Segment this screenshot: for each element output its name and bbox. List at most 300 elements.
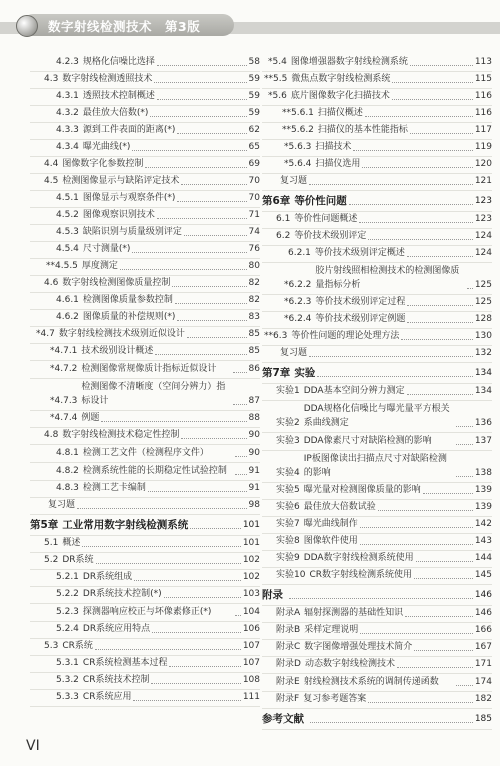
toc-entry bbox=[30, 445, 260, 463]
toc-entry-title: 复习题 bbox=[280, 176, 308, 186]
dot-leader bbox=[407, 256, 473, 257]
toc-page-number: 91 bbox=[248, 466, 260, 476]
toc-entry bbox=[30, 344, 260, 361]
toc-entry-title: CR数字射线检测系统使用 bbox=[309, 570, 412, 580]
toc-page-number: 98 bbox=[248, 500, 260, 510]
toc-page-number: 90 bbox=[248, 430, 260, 440]
dot-leader bbox=[172, 286, 246, 287]
toc-entry bbox=[30, 276, 260, 293]
toc-chapter-entry bbox=[262, 363, 492, 384]
toc-entry-number: 第5章 bbox=[30, 519, 59, 531]
toc-entry bbox=[30, 225, 260, 242]
toc-entry bbox=[262, 157, 492, 174]
dot-leader bbox=[410, 133, 473, 134]
dot-leader bbox=[414, 650, 473, 651]
dot-leader bbox=[177, 201, 246, 202]
toc-entry-title: 检测图像常规像质计指标近似设计 bbox=[81, 364, 217, 374]
dot-leader bbox=[317, 376, 473, 377]
toc-page-number: 65 bbox=[248, 142, 260, 152]
toc-entry-title: 等价技术级别评定概述 bbox=[314, 248, 405, 258]
toc-page-number: 144 bbox=[474, 553, 492, 563]
toc-entry-title: 图像显示与观察条件(*) bbox=[82, 193, 176, 203]
toc-entry-number: 实验3 bbox=[276, 436, 300, 446]
toc-entry-number: 5.2.4 bbox=[56, 624, 79, 634]
dot-leader bbox=[349, 204, 473, 205]
toc-entry-number: 4.8 bbox=[44, 430, 59, 440]
toc-entry-title: 数字图像增强处理技术简介 bbox=[304, 642, 413, 652]
dot-leader bbox=[151, 683, 240, 684]
toc-entry-title: 图像增强器数字射线检测系统 bbox=[290, 57, 408, 67]
toc-page-number: 85 bbox=[248, 329, 260, 339]
toc-entry-title: 底片图像数字化扫描技术 bbox=[290, 91, 390, 101]
toc-entry-number: 5.2.3 bbox=[56, 607, 79, 617]
toc-entry-title: CR系统检测基本过程 bbox=[82, 658, 168, 668]
toc-entry-title: DR系统 bbox=[62, 555, 94, 565]
dot-leader bbox=[410, 65, 473, 66]
toc-entry-title: 等价性问题的理论处理方法 bbox=[291, 331, 400, 341]
toc-entry-number: 第7章 bbox=[262, 367, 291, 379]
bullet-circle-icon bbox=[16, 15, 38, 37]
toc-page-number: 58 bbox=[248, 57, 260, 67]
toc-page-number: 171 bbox=[474, 659, 492, 669]
toc-entry-title: 例题 bbox=[81, 413, 100, 423]
toc-entry-title: DR系统技术控制(*) bbox=[82, 589, 162, 599]
toc-entry bbox=[30, 428, 260, 445]
toc-entry bbox=[30, 622, 260, 639]
dot-leader bbox=[289, 598, 473, 599]
toc-entry-number: 附录C bbox=[276, 642, 301, 652]
toc-page-number: 102 bbox=[242, 572, 260, 582]
dot-leader bbox=[456, 685, 473, 686]
toc-entry bbox=[262, 312, 492, 329]
dot-leader bbox=[164, 597, 241, 598]
toc-entry bbox=[262, 346, 492, 363]
toc-page-number: 59 bbox=[248, 74, 260, 84]
toc-entry-title: 微焦点数字射线检测系统 bbox=[291, 74, 391, 84]
toc-entry-title: 工业常用数字射线检测系统 bbox=[62, 519, 189, 531]
toc-entry-title: 最佳放大倍数试验 bbox=[303, 502, 376, 512]
dot-leader bbox=[77, 508, 247, 509]
toc-entry-title: 检测图像不清晰度（空间分辨力）指标设计 bbox=[81, 382, 226, 406]
toc-right-column bbox=[262, 55, 492, 730]
dot-leader bbox=[155, 354, 246, 355]
toc-entry-title: 复习参考题答案 bbox=[303, 694, 367, 704]
toc-entry-title: 缺陷识别与质量级别评定 bbox=[82, 227, 182, 237]
toc-entry bbox=[262, 451, 492, 483]
toc-page-number: 70 bbox=[248, 176, 260, 186]
toc-page-number: 101 bbox=[242, 538, 260, 548]
toc-entry-title: 图像质量的补偿规则(*) bbox=[82, 312, 176, 322]
toc-entry-title: 技术级别设计概述 bbox=[81, 346, 154, 356]
dot-leader bbox=[407, 322, 472, 323]
page-number: VI bbox=[26, 738, 40, 754]
toc-entry-number: 5.2.1 bbox=[56, 572, 79, 582]
toc-entry-title: 等价性问题概述 bbox=[294, 214, 358, 224]
toc-page-number: 120 bbox=[474, 159, 492, 169]
toc-page-number: 80 bbox=[248, 261, 260, 271]
book-title: 数字射线检测技术 第3版 bbox=[48, 19, 201, 34]
toc-entry-number: *4.7.4 bbox=[50, 413, 78, 423]
toc-entry bbox=[30, 242, 260, 259]
toc-entry-number: 实验10 bbox=[276, 570, 306, 580]
toc-entry-number: 附录 bbox=[262, 589, 283, 601]
toc-entry bbox=[262, 55, 492, 72]
toc-entry-title: 曝光量对检测图像质量的影响 bbox=[303, 485, 421, 495]
dot-leader bbox=[405, 616, 473, 617]
toc-page-number: 134 bbox=[474, 386, 492, 396]
dot-leader bbox=[177, 320, 246, 321]
toc-page-number: 137 bbox=[474, 436, 492, 446]
toc-entry-title: 扫描仪概述 bbox=[317, 108, 363, 118]
toc-entry bbox=[30, 140, 260, 157]
toc-entry bbox=[262, 263, 492, 295]
dot-leader bbox=[456, 426, 473, 427]
toc-entry bbox=[30, 174, 260, 191]
toc-entry bbox=[262, 384, 492, 401]
dot-leader bbox=[456, 444, 473, 445]
toc-entry-number: 5.2 bbox=[44, 555, 59, 565]
toc-entry-number: 5.3 bbox=[44, 641, 59, 651]
toc-entry-number: 实验8 bbox=[276, 536, 300, 546]
dot-leader bbox=[365, 116, 473, 117]
toc-page-number: 138 bbox=[474, 468, 492, 478]
dot-leader bbox=[233, 404, 246, 405]
toc-entry-title: CR系统 bbox=[62, 641, 93, 651]
toc-entry-number: *4.7 bbox=[36, 329, 55, 339]
toc-entry-number: *5.6.4 bbox=[284, 159, 312, 169]
toc-page-number: 166 bbox=[474, 625, 492, 635]
toc-entry bbox=[30, 553, 260, 570]
dot-leader bbox=[414, 578, 473, 579]
toc-entry bbox=[262, 500, 492, 517]
toc-page-number: 107 bbox=[242, 658, 260, 668]
toc-entry bbox=[30, 55, 260, 72]
toc-entry-title: 概述 bbox=[62, 538, 81, 548]
toc-page-number: 87 bbox=[248, 396, 260, 406]
toc-entry bbox=[30, 106, 260, 123]
dot-leader bbox=[368, 702, 473, 703]
toc-page-number: 85 bbox=[248, 346, 260, 356]
toc-entry bbox=[30, 656, 260, 673]
toc-page-number: 103 bbox=[242, 589, 260, 599]
toc-page-number: 59 bbox=[248, 91, 260, 101]
toc-entry-number: 4.2.3 bbox=[56, 57, 79, 67]
toc-entry-number: 附录A bbox=[276, 608, 301, 618]
toc-entry-number: 实验7 bbox=[276, 519, 300, 529]
toc-entry-title: 图像观察识别技术 bbox=[82, 210, 155, 220]
dot-leader bbox=[152, 632, 241, 633]
toc-entry bbox=[30, 123, 260, 140]
toc-entry bbox=[30, 259, 260, 276]
dot-leader bbox=[309, 184, 473, 185]
toc-entry-title: 检测图像质量参数控制 bbox=[82, 295, 173, 305]
toc-entry-title: 透照技术控制概述 bbox=[82, 91, 155, 101]
toc-entry bbox=[30, 379, 260, 411]
toc-entry bbox=[30, 587, 260, 604]
toc-entry bbox=[262, 246, 492, 263]
dot-leader bbox=[169, 666, 240, 667]
toc-entry-number: *5.6.3 bbox=[284, 142, 312, 152]
toc-entry-title: 扫描仪选用 bbox=[315, 159, 361, 169]
dot-leader bbox=[181, 438, 246, 439]
toc-entry-number: 6.1 bbox=[276, 214, 291, 224]
toc-page-number: 125 bbox=[474, 297, 492, 307]
toc-entry bbox=[30, 208, 260, 225]
toc-entry bbox=[30, 310, 260, 327]
toc-entry-title: 检测工艺卡编制 bbox=[82, 483, 146, 493]
toc-entry bbox=[30, 604, 260, 622]
toc-entry-title: 检测工艺文件（检测程序文件） bbox=[82, 448, 209, 458]
toc-entry-number: 第6章 bbox=[262, 195, 291, 207]
toc-entry-title: 动态数字射线检测技术 bbox=[304, 659, 395, 669]
toc-entry bbox=[30, 639, 260, 656]
toc-page-number: 143 bbox=[474, 536, 492, 546]
dot-leader bbox=[392, 99, 473, 100]
dot-leader bbox=[145, 167, 246, 168]
toc-entry-number: 4.5.4 bbox=[56, 244, 79, 254]
toc-page-number: 102 bbox=[242, 555, 260, 565]
toc-entry-title: 等价性问题 bbox=[294, 195, 347, 207]
dot-leader bbox=[235, 615, 241, 616]
toc-entry-title: DR系统应用特点 bbox=[82, 624, 151, 634]
toc-entry-title: 复习题 bbox=[48, 500, 76, 510]
toc-entry-title: 尺寸测量(*) bbox=[82, 244, 131, 254]
dot-leader bbox=[96, 563, 241, 564]
toc-entry-title: DDA基本空间分辨力测定 bbox=[303, 386, 405, 396]
toc-page-number: 88 bbox=[248, 413, 260, 423]
toc-entry-title: 检测图像显示与缺陷评定技术 bbox=[62, 176, 180, 186]
toc-entry-number: 4.4 bbox=[44, 159, 59, 169]
toc-entry-number: 4.3.4 bbox=[56, 142, 79, 152]
toc-page-number: 70 bbox=[248, 193, 260, 203]
toc-entry-number: **4.5.5 bbox=[46, 261, 78, 271]
dot-leader bbox=[467, 288, 473, 289]
toc-left-column bbox=[30, 55, 260, 707]
toc-page-number: 62 bbox=[248, 125, 260, 135]
toc-entry bbox=[30, 72, 260, 89]
toc-entry bbox=[262, 534, 492, 551]
toc-entry-title: 辐射探测器的基础性知识 bbox=[304, 608, 404, 618]
toc-page-number: 108 bbox=[242, 675, 260, 685]
toc-entry-title: 实验 bbox=[294, 367, 316, 379]
toc-entry bbox=[262, 433, 492, 451]
toc-page-number: 69 bbox=[248, 159, 260, 169]
toc-entry-number: 附录D bbox=[276, 659, 301, 669]
toc-entry-title: 数字射线检测透照技术 bbox=[62, 74, 153, 84]
toc-entry-number: 4.3.1 bbox=[56, 91, 79, 101]
toc-entry bbox=[262, 623, 492, 640]
toc-entry bbox=[262, 72, 492, 89]
dot-leader bbox=[101, 421, 246, 422]
toc-entry-title: 复习题 bbox=[280, 348, 308, 358]
dot-leader bbox=[359, 222, 472, 223]
toc-entry-title: IP板图像读出扫描点尺寸对缺陷检测的影响 bbox=[303, 454, 447, 478]
dot-leader bbox=[233, 372, 246, 373]
dot-leader bbox=[309, 356, 473, 357]
toc-page-number: 82 bbox=[248, 278, 260, 288]
toc-entry-title: 射线检测技术系统的调制传递函数 bbox=[303, 677, 439, 687]
dot-leader bbox=[235, 474, 247, 475]
toc-chapter-entry bbox=[262, 191, 492, 212]
dot-leader bbox=[157, 99, 247, 100]
toc-entry bbox=[262, 568, 492, 585]
dot-leader bbox=[177, 133, 246, 134]
toc-entry bbox=[30, 293, 260, 310]
toc-entry-number: 实验9 bbox=[276, 553, 300, 563]
toc-page-number: 142 bbox=[474, 519, 492, 529]
toc-entry bbox=[262, 657, 492, 674]
dot-leader bbox=[392, 82, 472, 83]
toc-entry-title: 数字射线检测图像质量控制 bbox=[62, 278, 171, 288]
toc-entry-title: CR系统技术控制 bbox=[82, 675, 150, 685]
toc-page-number: 145 bbox=[474, 570, 492, 580]
toc-entry-title: 最佳放大倍数(*) bbox=[82, 108, 149, 118]
toc-page-number: 136 bbox=[474, 418, 492, 428]
toc-entry-number: 4.8.1 bbox=[56, 448, 79, 458]
toc-page-number: 115 bbox=[474, 74, 492, 84]
toc-page-number: 182 bbox=[474, 694, 492, 704]
toc-entry bbox=[262, 401, 492, 433]
toc-entry-number: 实验6 bbox=[276, 502, 300, 512]
dot-leader bbox=[181, 184, 246, 185]
toc-entry-number: 5.3.3 bbox=[56, 692, 79, 702]
toc-entry-title: 规格化信噪比选择 bbox=[82, 57, 155, 67]
dot-leader bbox=[353, 150, 472, 151]
toc-page-number: 167 bbox=[474, 642, 492, 652]
toc-entry-title: DR系统组成 bbox=[82, 572, 133, 582]
toc-entry-number: 6.2 bbox=[276, 231, 291, 241]
toc-entry bbox=[30, 481, 260, 498]
toc-entry bbox=[262, 606, 492, 623]
toc-entry bbox=[262, 174, 492, 191]
dot-leader bbox=[134, 580, 241, 581]
dot-leader bbox=[378, 510, 473, 511]
toc-entry-number: 附录B bbox=[276, 625, 301, 635]
toc-entry-number: 实验1 bbox=[276, 386, 300, 396]
toc-entry bbox=[262, 229, 492, 246]
toc-entry bbox=[262, 295, 492, 312]
toc-page-number: 130 bbox=[474, 331, 492, 341]
toc-entry-title: 等价技术级别评定过程 bbox=[315, 297, 406, 307]
toc-entry bbox=[30, 89, 260, 106]
toc-entry-number: 4.3 bbox=[44, 74, 59, 84]
toc-page-number: 139 bbox=[474, 485, 492, 495]
dot-leader bbox=[154, 82, 246, 83]
toc-entry-number: 5.3.2 bbox=[56, 675, 79, 685]
toc-entry bbox=[30, 673, 260, 690]
toc-entry-number: 6.2.1 bbox=[288, 248, 311, 258]
toc-entry-number: 5.1 bbox=[44, 538, 59, 548]
toc-entry-title: DDA像素尺寸对缺陷检测的影响 bbox=[303, 436, 432, 446]
toc-entry bbox=[30, 570, 260, 587]
dot-leader bbox=[360, 527, 473, 528]
dot-leader bbox=[456, 476, 473, 477]
toc-page-number: 86 bbox=[248, 364, 260, 374]
dot-leader bbox=[423, 493, 473, 494]
toc-entry bbox=[30, 463, 260, 481]
toc-page-number: 76 bbox=[248, 244, 260, 254]
toc-entry-number: 4.8.2 bbox=[56, 466, 79, 476]
toc-page-number: 82 bbox=[248, 295, 260, 305]
toc-entry bbox=[262, 123, 492, 140]
toc-entry-title: 扫描仪的基本性能指标 bbox=[317, 125, 408, 135]
toc-entry-number: *6.2.3 bbox=[284, 297, 312, 307]
toc-entry-number: **6.3 bbox=[264, 331, 288, 341]
toc-page-number: 107 bbox=[242, 641, 260, 651]
toc-entry-number: 附录F bbox=[276, 694, 300, 704]
toc-entry-number: *6.2.2 bbox=[284, 280, 312, 290]
dot-leader bbox=[416, 561, 473, 562]
toc-page-number: 111 bbox=[242, 692, 260, 702]
toc-entry-title: 厚度测定 bbox=[81, 261, 118, 271]
dot-leader bbox=[133, 700, 240, 701]
toc-entry bbox=[262, 140, 492, 157]
toc-page-number: 139 bbox=[474, 502, 492, 512]
toc-page-number: 113 bbox=[474, 57, 492, 67]
toc-page-number: 125 bbox=[474, 280, 492, 290]
toc-entry bbox=[30, 191, 260, 208]
toc-entry-number: 实验4 bbox=[276, 468, 300, 478]
toc-entry bbox=[30, 536, 260, 553]
dot-leader bbox=[150, 116, 246, 117]
dot-leader bbox=[132, 150, 246, 151]
toc-entry-number: 5.2.2 bbox=[56, 589, 79, 599]
toc-page-number: 123 bbox=[474, 214, 492, 224]
toc-entry-title: DDA数字射线检测系统使用 bbox=[303, 553, 414, 563]
toc-entry-title: 图像数字化参数控制 bbox=[62, 159, 144, 169]
toc-entry bbox=[262, 483, 492, 500]
toc-entry-title: 数字射线检测技术稳定性控制 bbox=[62, 430, 180, 440]
toc-entry-title: 源到工件表面的距离(*) bbox=[82, 125, 176, 135]
dot-leader bbox=[157, 218, 247, 219]
dot-leader bbox=[184, 235, 247, 236]
dot-leader bbox=[397, 667, 473, 668]
toc-entry-number: *4.7.2 bbox=[50, 364, 78, 374]
toc-page-number: 119 bbox=[474, 142, 492, 152]
toc-chapter-entry bbox=[262, 709, 492, 730]
toc-entry-title: 检测系统性能的长期稳定性试验控制 bbox=[82, 466, 227, 476]
toc-entry-title: 图像软件使用 bbox=[303, 536, 358, 546]
toc-entry bbox=[30, 690, 260, 707]
dot-leader bbox=[190, 528, 241, 529]
toc-page-number: 123 bbox=[474, 196, 492, 206]
dot-leader bbox=[407, 394, 473, 395]
toc-entry-number: **5.6.2 bbox=[282, 125, 314, 135]
toc-entry-number: 5.3.1 bbox=[56, 658, 79, 668]
toc-entry bbox=[262, 106, 492, 123]
toc-entry bbox=[30, 157, 260, 174]
toc-entry-title: DDA规格化信噪比与曝光量平方根关系曲线测定 bbox=[303, 404, 450, 428]
toc-entry-title: 扫描技术 bbox=[315, 142, 352, 152]
dot-leader bbox=[132, 252, 246, 253]
toc-entry-title: 数字射线检测技术级别近似设计 bbox=[58, 329, 185, 339]
toc-page-number: 146 bbox=[474, 608, 492, 618]
toc-entry-number: 参考文献 bbox=[262, 713, 304, 725]
toc-page-number: 124 bbox=[474, 231, 492, 241]
toc-entry-number: *4.7.3 bbox=[50, 396, 78, 406]
toc-entry-number: 4.3.3 bbox=[56, 125, 79, 135]
dot-leader bbox=[360, 633, 473, 634]
toc-entry-title: 曝光曲线(*) bbox=[82, 142, 131, 152]
toc-page-number: 117 bbox=[474, 125, 492, 135]
toc-entry-title: 等价技术级别评定 bbox=[294, 231, 367, 241]
toc-chapter-entry bbox=[262, 585, 492, 606]
toc-page-number: 90 bbox=[248, 448, 260, 458]
toc-page-number: 124 bbox=[474, 248, 492, 258]
toc-entry-number: 4.6.2 bbox=[56, 312, 79, 322]
toc-entry-number: 4.6 bbox=[44, 278, 59, 288]
toc-page-number: 146 bbox=[474, 590, 492, 600]
